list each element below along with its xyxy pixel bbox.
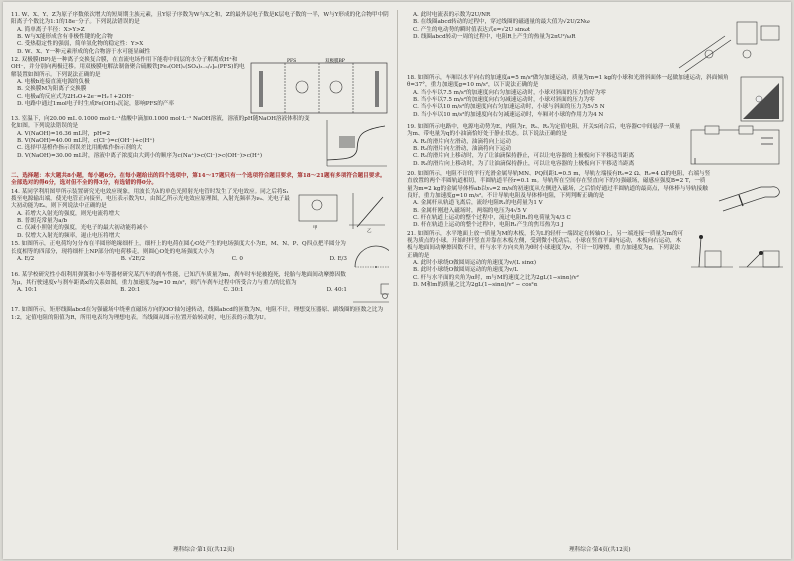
- option: C. 仅减小照射光的强度，光电子的最大初动能将减小: [17, 225, 148, 232]
- option: D. E/3: [329, 255, 347, 262]
- option: C. 选择甲基橙作指示剂误差比用酚酞作指示剂的大: [17, 145, 143, 152]
- option: A. 当小车以7.5 m/s²的加速度向右匀加速运动时，小球对斜面的压力恰好为零: [413, 89, 606, 96]
- figure-label: 乙: [367, 228, 372, 233]
- question-stem: 18. 如图所示，车厢以水平向右的加速度a=5 m/s²做匀加速运动，质量为m=1 kg的小球和光滑斜面体一起做加速运动，斜面倾角θ=37°，重力加速度g=10 m/s²，以下说法正确的是: [407, 75, 729, 89]
- right-column: [407, 12, 785, 291]
- generator-transformer-figure: [675, 12, 785, 74]
- option: A. 若增大入射光的强度，则光电流将增大: [17, 210, 120, 217]
- question-16: [11, 272, 389, 306]
- question-stem: 12. 双极膜(BP)是一种离子交换复合膜，在直流电场作用下能将中间层的水分子解离成H⁺和OH⁻，并分别向两极迁移。用双极膜电解法制备聚合硫酸铁[Fe₂(OH)ₙ(SO₄)₃₋ₙ/₂]ₘ(PFS)的电解装置如图所示。下列说法正确的是: [11, 57, 245, 78]
- option: D. R₃的滑片向上移动时，为了让油滴保持静止，可以让电容器的上极板向下平移适当距离: [413, 160, 635, 167]
- option: D. 仅增大入射光的频率，遏止电压将增大: [17, 232, 120, 239]
- question-17: [11, 307, 389, 322]
- option: A. 此时电流表的示数为2U/NR: [413, 12, 491, 18]
- option: C. 当小车以10 m/s²的加速度向右匀加速运动时，小球与斜面的压力为5√5 N: [413, 104, 605, 111]
- rod-block-figure: [689, 231, 785, 271]
- rail-loop-figure: [715, 171, 785, 215]
- option: C. 30:1: [223, 286, 244, 293]
- question-17-options: [407, 12, 785, 74]
- question-15: [11, 241, 389, 271]
- question-stem: 21. 如图所示，水平地面上放一质量为M的木板，长为L的轻杆一端固定在转轴O上，另一端连接一质量为m的可视为质点的小球。开始时杆竖直并靠在木板左侧，受到微小扰动后，小球在竖直平面内运动，木板向右运动，木板与地面间动摩擦因数不计，杆与水平方向夹角为θ时小球速度为v，不计一切摩擦，重力加速度为g，下列说法正确的是: [407, 230, 684, 259]
- option: B. R₂的滑片向左滑动，油滴将向下运动: [413, 146, 512, 153]
- question-12: [11, 57, 389, 115]
- question-13: [11, 116, 389, 172]
- option: C. 杆与水平面的夹角为α时，m与M的速度之比为2gL(1−sinα)/v²: [413, 274, 579, 281]
- option: B. 当小车以7.5 m/s²的加速度向右匀减速运动时，小球对斜面的压力为零: [413, 97, 595, 104]
- option: D. W、X、Y一种元素形成的化合物溶于水可能显碱性: [17, 48, 151, 55]
- option: A. V(NaOH)=16.36 mL时，pH=2: [17, 130, 111, 137]
- question-21: [407, 231, 785, 290]
- option: B. 20:1: [120, 286, 141, 293]
- diagram-label: PFS: [287, 59, 297, 65]
- option: D. 40:1: [326, 286, 347, 293]
- diagram-label: 双极膜BP: [325, 59, 345, 65]
- question-19: [407, 124, 785, 170]
- question-stem: 17. 如图所示，矩形线圈abcd在匀强磁场中绕垂直磁场方向的OO′轴匀速转动，线圈abcd的匝数为N，电阻不计，理想变压器原、副线圈的匝数之比为1:2，定值电阻的阻值为R，所用电表均为理想电表。当线圈从图示位置开始转动时，电压表的示数为U。: [11, 307, 384, 321]
- question-20: [407, 171, 785, 230]
- question-stem: 13. 室温下，向20.00 mL 0.1000 mol·L⁻¹盐酸中滴加0.1000 mol·L⁻¹ NaOH溶液，溶液的pH随NaOH溶液体积的变化如图。下列说法错误的是: [11, 116, 310, 130]
- option: B. V(NaOH)=40.00 mL时，c(Cl⁻)=c(OH⁻)+c(H⁺): [17, 138, 155, 145]
- option: B. 金属杆刚进入磁场时，两端的电压为4√5 V: [413, 207, 527, 214]
- page-footer-left: 理科综合·第1页(共12页): [173, 547, 235, 553]
- option: D. M和m的质量之比为2gL(1−sinα)/v² − cos²α: [413, 282, 538, 289]
- question-stem: 19. 如图所示电路中，电源电动势为E，内阻为r，R₁、R₂为定值电阻，开关S闭合后，电容器C中间悬浮一质量为m、带电量为q的小油滴恰好处于静止状态。以下说法正确的是: [407, 124, 681, 138]
- exam-sheet: [3, 2, 791, 559]
- photoelectric-figure: [297, 189, 389, 233]
- question-stem: 11. W、X、Y、Z为原子序数依次增大的短周期主族元素，且Y原子序数为W与X之和，Z的最外层电子数是K层电子数的一半，W与Y形成的化合物甲中阴阳离子个数比为1:1的18e⁻分子。下列说法错误的是: [11, 12, 389, 26]
- option: A. 10:1: [17, 286, 38, 293]
- question-stem: 16. 某学校研究性小组利用弹簧和小车等器材研究某汽车的刹车性能，已知汽车质量为m，刹车时车轮被抱死，轮胎与地面间动摩擦因数为μ，其行驶速度v与刹车距离x的关系如图，重力加速度为g=10 m/s²，则汽车刹车过程中所受合力与重力的比值为: [11, 272, 346, 286]
- option: A. R₁的滑片向左滑动，油滴将向上运动: [413, 138, 511, 145]
- option: A. 电极b连接直流电源的负极: [17, 79, 90, 86]
- option: B. √2E/2: [120, 255, 146, 262]
- option: A. 金属杆从轨道飞离后，流经电阻R₁的电荷量为1 V: [413, 200, 543, 207]
- question-stem: 14. 某同学利用图甲所示装置研究光电效应现象，用波长为λ的单色光照射光电管时发生了光电效应。同之后将S₁拨至电源输出端，使光电管正向接至，电压表示数为U，由图乙所示光电效应原理图，入射光频率为ν₀、光电子最大初动能为Eₖ，则下列说法中正确的是: [11, 188, 290, 210]
- option: D. 当小车以10 m/s²的加速度向右匀减速运动时，车厢对小球的作用力为4 N: [413, 111, 604, 118]
- question-stem: 15. 如图所示，正电荷均匀分布在半圆形绝缘细杆上，细杆上的电荷在圆心O处产生的电场强度大小为E，M、N、P、Q四点把半圆分为长度相等的四部分，现将细杆上NP部分的电荷移走，则圆心O处的电场强度大小为: [11, 241, 346, 255]
- option: B. 此时小球绕O做圆周运动的角速度为v/L: [413, 267, 518, 274]
- option: C. 受热稳定性的强弱，简单氢化物的稳定性：Y>X: [17, 41, 144, 48]
- option: A. 此时小球绕O做圆周运动的角速度为v/(L sinα): [413, 260, 537, 267]
- question-stem: 20. 如图所示，电阻不计的平行光滑金属导轨MN、PQ间距L=0.5 m，导轨左端接有R₁=2 Ω、R₂=4 Ω的电阻，右端与竖直放置的两个半圆轨道相切，半圆轨道半径r=0.1 m。导轨所在空间存在竖直向下的匀强磁场，磁感应强度B=2 T，一质量为m=2 kg的金属导体棒ab以v₀=2 m/s的初速度从左侧进入磁场，之后恰好通过半圆轨道的最高点，导体棒与导轨接触良好，重力加速度g=10 m/s²。不计导轨电阻及导体棒电阻，下列判断正确的是: [407, 171, 711, 200]
- option: D. 线圈abcd转动一周的过程中，电阻R上产生的热量为2πU²/ωR: [413, 34, 576, 41]
- page-footer-right: 理科综合·第4页(共12页): [569, 547, 631, 553]
- option: A. 简单离子半径：X>Y>Z: [17, 26, 85, 33]
- figure-label: 甲: [313, 225, 318, 231]
- option: B. 在线圈abcd转动的过程中，穿过线圈的磁通量的最大值为√2U/2Nω: [413, 19, 590, 26]
- capacitor-circuit-figure: [685, 124, 785, 170]
- question-11: [11, 12, 389, 56]
- question-14: [11, 189, 389, 240]
- left-column: [11, 12, 389, 323]
- electrolysis-diagram: [249, 57, 389, 115]
- option: C. 0: [231, 255, 243, 262]
- car-braking-figure: [351, 272, 389, 306]
- option: D. 杆在轨道上运动的整个过程中，电阻R₁产生的焦耳热为3 J: [413, 222, 564, 229]
- option: C. 产生的电动势的瞬时值表达式e=√2U sinωt: [413, 26, 531, 33]
- column-divider: [397, 10, 398, 550]
- diagram-label: [253, 114, 267, 115]
- option: C. R₁的滑片向上移动时，为了让油滴保持静止，可以让电容器的上极板向下平移适当距离: [413, 153, 635, 160]
- option: C. 杆在轨道上运动的整个过程中，流过电阻R₁的电荷量为4/3 C: [413, 215, 571, 222]
- option: B. 交换膜M为阳离子交换膜: [17, 86, 87, 93]
- option: D. V(NaOH)=30.00 mL时，溶液中离子浓度由大到小的顺序为c(Na⁺)>c(Cl⁻)>c(OH⁻)>c(H⁺): [17, 152, 263, 159]
- incline-figure: [739, 75, 785, 123]
- section-heading: 二、选择题：本大题共8小题，每小题6分。在每小题给出的四个选项中，第14～17题只有一个选项符合题目要求，第18～21题有多项符合题目要求。全部选对的得6分，选对但不全的得3分，有选错的得0分。: [11, 173, 386, 187]
- option: B. W与X能形成含有非极性键的化合物: [17, 34, 113, 41]
- titration-curve: [319, 116, 389, 172]
- option: C. 电极a的反应式为2H₂O+2e⁻=H₂↑+2OH⁻: [17, 93, 135, 100]
- question-18: [407, 75, 785, 123]
- semicircle-figure: [351, 241, 389, 271]
- option: D. 电路中通过1mol电子时生成Fe(OH)₃沉淀，影响PFS的产率: [17, 101, 174, 108]
- option: A. E/2: [17, 255, 35, 262]
- option: B. 普朗克常量为a/b: [17, 218, 68, 225]
